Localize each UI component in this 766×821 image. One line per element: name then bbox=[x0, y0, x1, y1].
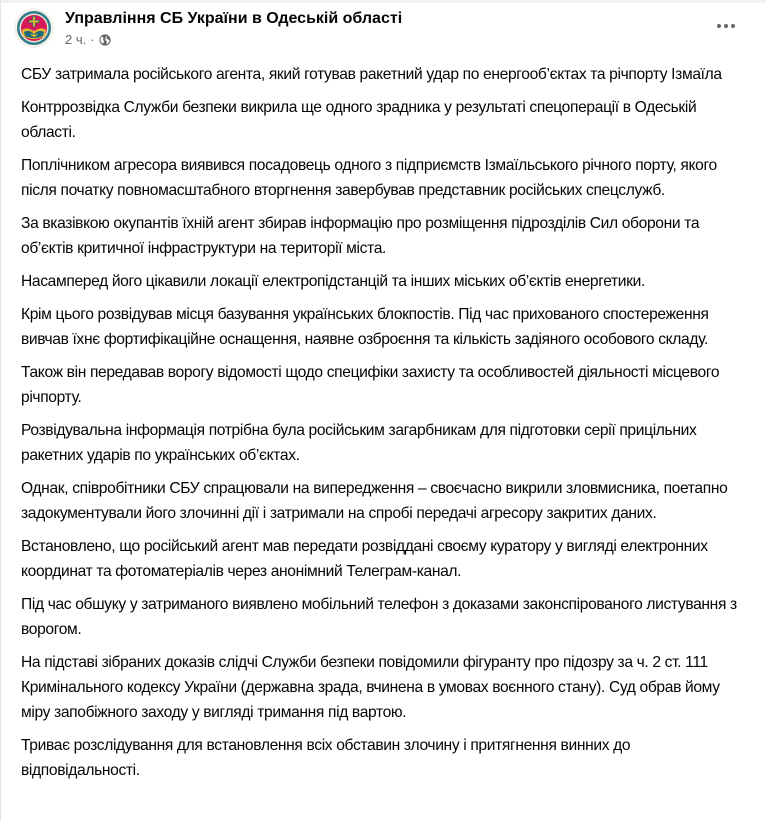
post-paragraph: Крім цього розвідував місця базування українських блокпостів. Під час прихованого спостереження вивчав їхнє фортифікаційне оснащення, наявне озброєння та кількість задіяного особового складу. bbox=[21, 306, 709, 348]
more-horizontal-icon bbox=[717, 24, 735, 28]
post-header bbox=[14, 7, 766, 53]
post-paragraph-headline: СБУ затримала російського агента, який готував ракетний удар по енергооб’єктах та річпорту Ізмаїла bbox=[21, 66, 722, 83]
sbu-emblem-icon bbox=[14, 8, 54, 48]
post-meta bbox=[65, 32, 402, 48]
page-name-link[interactable]: Управління СБ України в Одеській області bbox=[65, 10, 403, 27]
avatar[interactable] bbox=[14, 8, 54, 48]
post-paragraph: Також він передавав ворогу відомості щодо специфіки захисту та особливостей діяльності місцевого річпорту. bbox=[21, 364, 720, 406]
post-paragraph: Розвідувальна інформація потрібна була російським загарбникам для підготовки серії прицільних ракетних ударів по українських об’єктах. bbox=[21, 422, 697, 464]
post-paragraph: На підставі зібраних доказів слідчі Служби безпеки повідомили фігуранту про підозру за ч. 2 ст. 111 Кримінального кодексу України (державна зрада, вчинена в умовах воєнного стану). Суд обрав йому міру запобіжного заходу у вигляді тримання під вартою. bbox=[21, 654, 720, 721]
post-paragraph: Однак, співробітники СБУ спрацювали на випередження – своєчасно викрили зловмисника, поетапно задокументували його злочинні дії і затримали на спробі передачі агресору закритих даних. bbox=[21, 480, 728, 522]
meta-separator: · bbox=[90, 32, 95, 47]
more-options-button[interactable] bbox=[708, 12, 744, 40]
post-paragraph: Триває розслідування для встановлення всіх обставин злочину і притягнення винних до відповідальності. bbox=[21, 737, 631, 779]
post-paragraph: За вказівкою окупантів їхній агент збирав інформацію про розміщення підрозділів Сил оборони та об’єктів критичної інфраструктури на території міста. bbox=[21, 215, 700, 257]
globe-icon[interactable] bbox=[99, 34, 111, 46]
post-timestamp[interactable]: 2 ч. bbox=[65, 32, 87, 47]
post-body bbox=[21, 62, 746, 791]
post-paragraph: Встановлено, що російський агент мав передати розвіддані своєму куратору у вигляді електронних координат та фотоматеріалів через анонімний Телеграм-канал. bbox=[21, 538, 708, 580]
post-paragraph: Поплічником агресора виявився посадовець одного з підприємств Ізмаїльського річного порту, якого після початку повномасштабного вторгнення завербував представник російських спецслужб. bbox=[21, 157, 717, 199]
top-divider bbox=[1, 0, 766, 3]
header-text bbox=[65, 7, 402, 48]
post-paragraph: Під час обшуку у затриманого виявлено мобільний телефон з доказами законспірованого листування з ворогом. bbox=[21, 596, 737, 638]
post-paragraph: Контррозвідка Служби безпеки викрила ще одного зрадника у результаті спецоперації в Одеській області. bbox=[21, 99, 697, 141]
post-paragraph: Насамперед його цікавили локації електропідстанцій та інших міських об’єктів енергетики. bbox=[21, 273, 645, 290]
